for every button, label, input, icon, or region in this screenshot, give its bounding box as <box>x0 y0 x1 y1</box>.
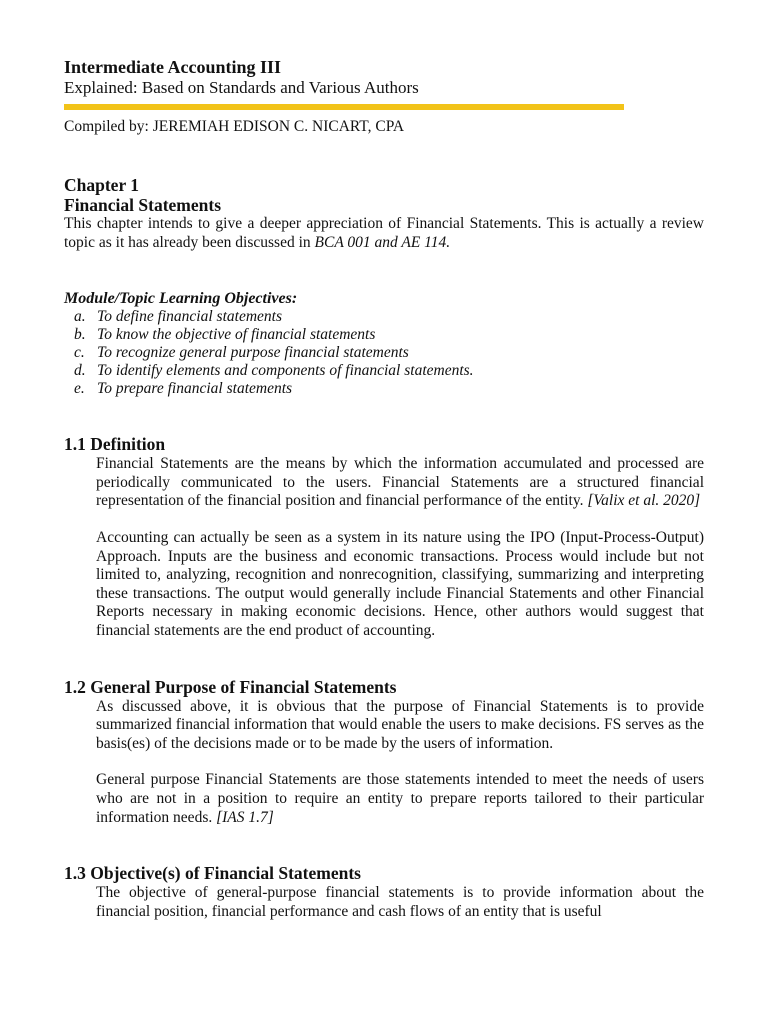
objectives-fs-paragraph-1: The objective of general-purpose financial statements is to provide information about the financial position, financial performance and cash flows of an entity that is useful <box>96 884 704 920</box>
chapter-title: Financial Statements <box>64 195 222 215</box>
definition-paragraph-1 <box>96 455 704 511</box>
list-item-text: To know the objective of financial statements <box>97 326 376 344</box>
section-body-definition <box>96 455 704 640</box>
document-body <box>64 175 704 921</box>
chapter-intro-courses: BCA 001 and AE 114. <box>314 233 451 251</box>
definition-paragraph-2: Accounting can actually be seen as a system in its nature using the IPO (Input-Process-Output) Approach. Inputs are the business and economic transactions. Process would include but not limited to, analyzing, recognition and nonrecognition, classifying, summarizing and interpreting these transactions. The output would generally include Financial Statements and other Financial Reports necessary in making economic decisions. Hence, other authors would suggest that financial statements are the end product of accounting. <box>96 528 704 639</box>
general-purpose-paragraph-2 <box>96 771 704 827</box>
general-purpose-paragraph-1: As discussed above, it is obvious that the purpose of Financial Statements is to provide summarized financial information that would enable the users to make decisions. FS serves as the basis(es) of the decisions made or to be made by the users of information. <box>96 697 704 752</box>
list-item <box>64 362 704 380</box>
section-body-general-purpose <box>96 698 704 828</box>
section-heading-definition: 1.1 Definition <box>64 434 166 455</box>
document-subtitle: Explained: Based on Standards and Various Authors <box>64 78 419 97</box>
objectives-list <box>64 308 704 398</box>
general-purpose-paragraph-2-text: General purpose Financial Statements are those statements intended to meet the needs of users who are not in a position to require an entity to prepare reports tailored to their particular information needs. <box>96 771 704 826</box>
list-item-text: To identify elements and components of financial statements. <box>97 362 474 380</box>
definition-citation: [Valix et al. 2020] <box>587 492 701 510</box>
list-item-text: To recognize general purpose financial statements <box>97 344 409 362</box>
chapter-intro-text: This chapter intends to give a deeper appreciation of Financial Statements. This is actually a review topic as it has already been discussed in <box>64 215 704 251</box>
section-heading-general-purpose: 1.2 General Purpose of Financial Statements <box>64 676 397 697</box>
chapter-number: Chapter 1 <box>64 175 140 195</box>
list-item <box>64 326 704 344</box>
document-header <box>64 56 624 110</box>
list-item-letter: a. <box>74 308 86 326</box>
document-title: Intermediate Accounting III <box>64 57 281 77</box>
list-item-text: To prepare financial statements <box>97 380 293 398</box>
list-item-letter: d. <box>74 362 86 380</box>
list-item-text: To define financial statements <box>97 308 282 326</box>
list-item-letter: b. <box>74 326 86 344</box>
list-item <box>64 308 704 326</box>
section-heading-objectives: 1.3 Objective(s) of Financial Statements <box>64 863 361 884</box>
list-item-letter: c. <box>74 344 85 362</box>
list-item-letter: e. <box>74 380 85 398</box>
chapter-intro <box>64 215 704 252</box>
list-item <box>64 380 704 398</box>
compiled-by: Compiled by: JEREMIAH EDISON C. NICART, CPA <box>64 118 405 135</box>
general-purpose-citation: [IAS 1.7] <box>216 808 274 826</box>
definition-paragraph-1-text: Financial Statements are the means by which the information accumulated and processed are periodically communicated to the users. Financial Statements are a structured financial representation of the financial position and financial performance of the entity. <box>96 455 704 510</box>
header-rule <box>64 104 624 110</box>
section-body-objectives <box>96 884 704 921</box>
objectives-heading: Module/Topic Learning Objectives: <box>64 290 298 308</box>
list-item <box>64 344 704 362</box>
